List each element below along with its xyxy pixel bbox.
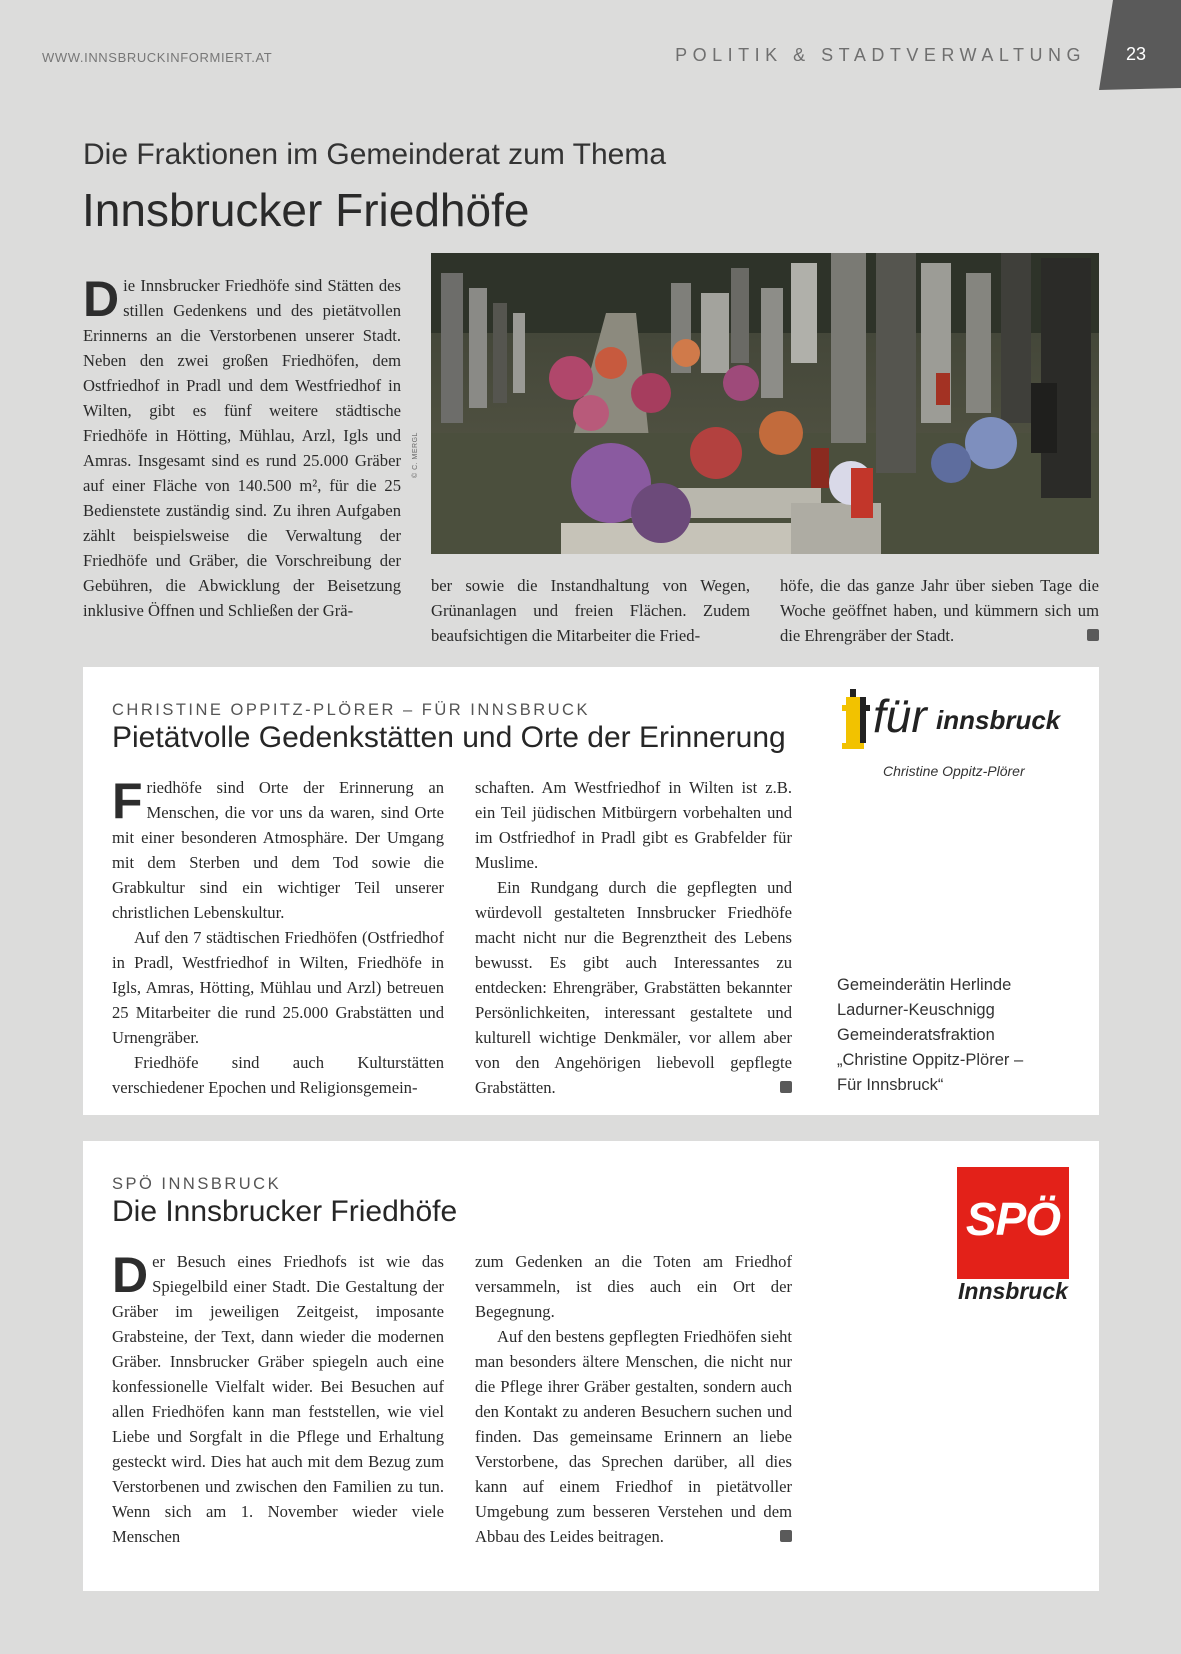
party-text: Auf den bestens gepflegten Friedhöfen sieht man besonders ältere Menschen, die nicht nur die Pflege ihrer Gräber gestalten, sondern auch den Kontakt zu anderen Besuchern suchen und finden. Das gemeinsame Erinnern an liebe Verstorbene, das Sprechen darüber, all dies kann auf einem Friedhof in pietätvoller Umgebung zum besseren Verstehen und dem Abbau des Leides beitragen. [475, 1327, 792, 1546]
dropcap: D [112, 1247, 149, 1303]
signature-line: Gemeinderätin Herlinde [837, 976, 1012, 994]
party-column-1 [112, 775, 444, 1100]
fuer-innsbruck-logo-icon [838, 689, 878, 751]
logo-name: Christine Oppitz-Plörer [883, 763, 1025, 779]
party-text: Ein Rundgang durch die gepflegten und würdevoll gestalteten Innsbrucker Friedhöfe macht nicht nur die Begrenztheit des Lebens bewusst. Es gibt auch Interessantes zu entdecken: Ehrengräber, Grabstätten bekannter Persönlichkeiten, interessant gestaltete und kulturell wichtige Denkmäler, vor allem aber von den Angehörigen liebevoll gepflegte Grabstätten. [475, 878, 792, 1097]
dropcap: F [112, 773, 143, 829]
logo-city: innsbruck [936, 705, 1061, 735]
page-number: 23 [1125, 44, 1147, 64]
party-statement-spoe [83, 1141, 1099, 1591]
party-column-1 [112, 1249, 444, 1549]
party-title: Pietätvolle Gedenkstätten und Orte der Erinnerung [112, 721, 786, 754]
end-mark [780, 1530, 792, 1542]
logo-fur: für [873, 690, 927, 742]
party-text: zum Gedenken an die Toten am Friedhof versammeln, ist dies auch ein Ort der Begegnung. [475, 1252, 792, 1321]
party-column-2 [475, 775, 792, 1100]
end-mark [1087, 629, 1099, 641]
end-mark [780, 1081, 792, 1093]
article-kicker: Die Fraktionen im Gemeinderat zum Thema [83, 138, 667, 171]
article-column-1 [83, 273, 401, 623]
signature-line: „Christine Oppitz-Plörer – [837, 1051, 1024, 1069]
signature-line: Gemeinderatsfraktion [837, 1026, 995, 1044]
spoe-logo-city: Innsbruck [958, 1278, 1068, 1304]
party-text: riedhöfe sind Orte der Erinnerung an Menschen, die vor uns da waren, sind Orte mit einer besonderen Atmosphäre. Der Umgang mit dem Sterben und dem Tod sowie die Grabkultur sind ein wichtiger Teil unserer christlichen Lebenskultur. [112, 778, 444, 922]
article-title: Innsbrucker Friedhöfe [82, 184, 530, 236]
party-text: Auf den 7 städtischen Friedhöfen (Ostfriedhof in Pradl, Westfriedhof in Wilten, Friedhöfe in Igls, Amras, Hötting, Mühlau und Arzl) betreuen 25 Mitarbeiter die rund 25.000 Grabstätten und Urnengräber. [112, 928, 444, 1047]
signature [837, 973, 1023, 1098]
party-kicker: CHRISTINE OPPITZ-PLÖRER – FÜR INNSBRUCK [112, 701, 590, 719]
article-column-2 [431, 573, 750, 648]
article-column-3 [780, 573, 1099, 648]
article-text: ber sowie die Instandhaltung von Wegen, Grünanlagen und freien Flächen. Zudem beaufsichtigen die Mitarbeiter die Fried- [431, 576, 750, 645]
section-title: POLITIK & STADTVERWALTUNG [675, 45, 1086, 65]
party-text: er Besuch eines Friedhofs ist wie das Spiegelbild einer Stadt. Die Gestaltung der Gräber im jeweiligen Zeitgeist, imposante Grabsteine, der Text, dann wieder die modernen Gräber. Innsbrucker Gräber spiegeln auch eine konfessionelle Vielfalt wider. Bei Besuchen auf allen Friedhöfen kann man feststellen, wie viel Liebe und Sorgfalt in die Pflege und Erhaltung gesteckt wird. Dies hat auch mit dem Bezug zum Verstorbenen und zwischen den Familien zu tun. Wenn sich am 1. November wieder viele Menschen [112, 1252, 444, 1546]
cemetery-photo [431, 253, 1099, 554]
party-column-2 [475, 1249, 792, 1549]
signature-line: Ladurner-Keuschnigg [837, 1001, 995, 1019]
party-statement-fuer-innsbruck [83, 667, 1099, 1115]
party-title: Die Innsbrucker Friedhöfe [112, 1195, 458, 1228]
article-text: ie Innsbrucker Friedhöfe sind Stätten des stillen Gedenkens und des pietätvollen Erinnerns an die Verstorbenen unserer Stadt. Neben den zwei großen Friedhöfen, dem Ostfriedhof in Pradl und dem Westfriedhof in Wilten, gibt es fünf weitere städtische Friedhöfe in Hötting, Mühlau, Arzl, Igls und Amras. Insgesamt sind es rund 25.000 Gräber auf einer Fläche von 140.500 m², für die 25 Bedienstete zuständig sind. Zu ihren Aufgaben zählt beispielsweise die Verwaltung der Friedhöfe und Gräber, die Vorschreibung der Gebühren, die Abwicklung der Beisetzung inklusive Öffnen und Schließen der Grä- [83, 276, 401, 620]
website-url: WWW.INNSBRUCKINFORMIERT.AT [42, 50, 273, 65]
party-kicker: SPÖ INNSBRUCK [112, 1175, 282, 1193]
signature-line: Für Innsbruck“ [837, 1076, 944, 1094]
party-text: Friedhöfe sind auch Kulturstätten verschiedener Epochen und Religionsgemein- [112, 1053, 444, 1097]
photo-credit: © C. MERGL [412, 432, 419, 478]
party-text: schaften. Am Westfriedhof in Wilten ist z.B. ein Teil jüdischen Mitbürgern vorbehalten und im Ostfriedhof in Pradl gibt es Grabfelder für Muslime. [475, 778, 792, 872]
dropcap: D [83, 271, 120, 327]
spoe-logo-text: SPÖ [965, 1193, 1061, 1245]
article-text: höfe, die das ganze Jahr über sieben Tage die Woche geöffnet haben, und kümmern sich um die Ehrengräber der Stadt. [780, 576, 1099, 645]
